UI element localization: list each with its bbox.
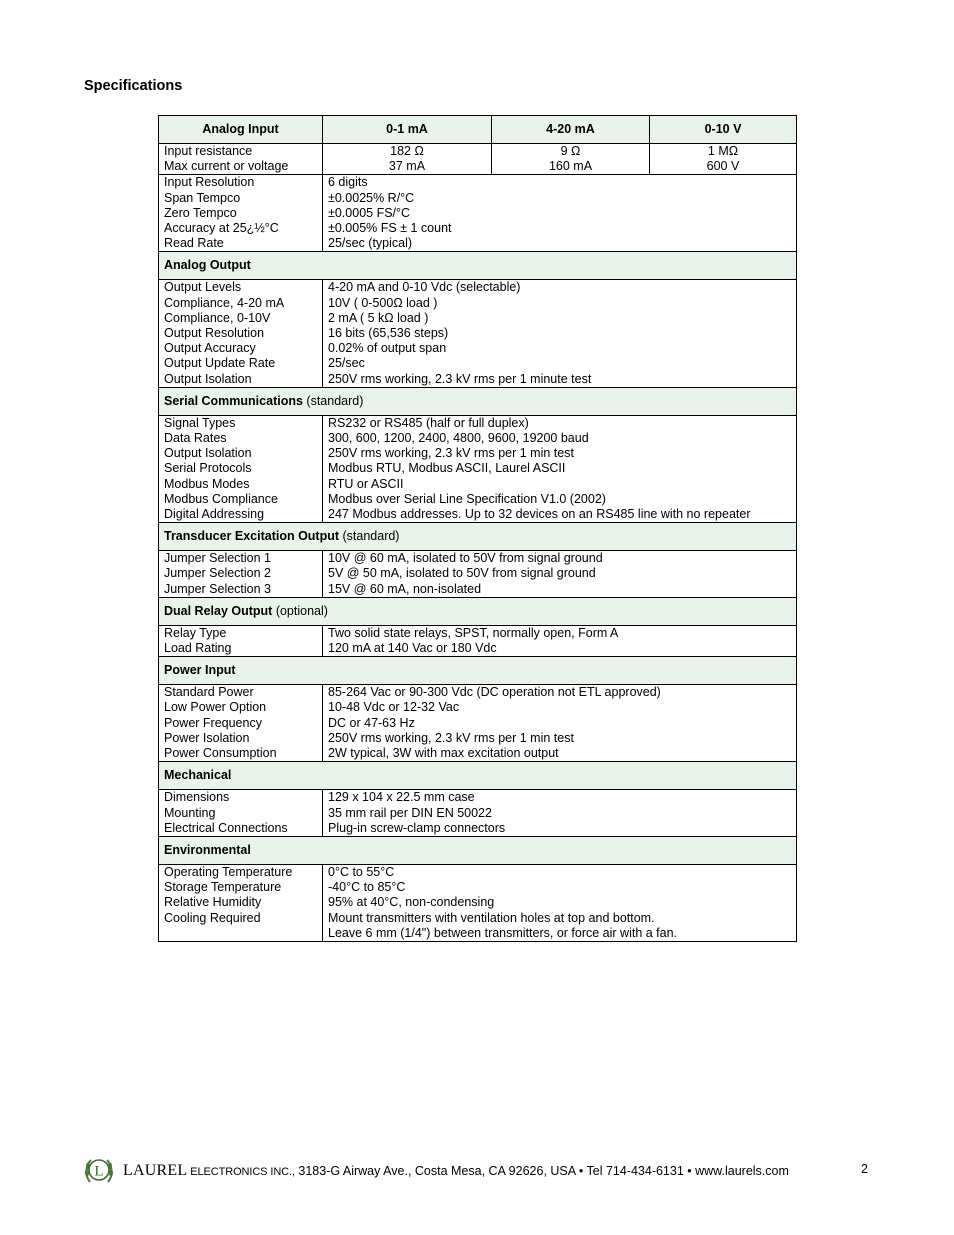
spec-value: 15V @ 60 mA, non-isolated	[328, 581, 482, 596]
section-body-dual-relay-output	[159, 625, 797, 656]
value-cell: 600 V	[706, 159, 740, 174]
section-title: Environmental	[164, 842, 251, 857]
spec-label: Output Accuracy	[164, 341, 256, 356]
spec-label: Power Consumption	[164, 746, 277, 761]
spec-value: 25/sec	[328, 356, 365, 371]
value-cell: 182 Ω	[390, 144, 424, 158]
spec-label: Electrical Connections	[164, 820, 288, 835]
spec-value: RS232 or RS485 (half or full duplex)	[328, 415, 529, 430]
spec-value: 95% at 40°C, non-condensing	[328, 895, 495, 910]
section-labels	[159, 790, 323, 837]
spec-label: Read Rate	[164, 236, 224, 251]
range-0-10-v-values	[650, 144, 797, 175]
label-input-resistance: Input resistance	[164, 144, 253, 158]
section-title: Transducer Excitation Output	[164, 529, 340, 544]
spec-label: Standard Power	[164, 685, 254, 700]
section-values	[323, 685, 797, 762]
spec-label: Modbus Compliance	[164, 491, 278, 506]
section-labels	[159, 625, 323, 656]
footer-contact	[123, 1162, 789, 1180]
spec-label: Relay Type	[164, 625, 227, 640]
section-title: Power Input	[164, 663, 236, 678]
spec-value: Plug-in screw-clamp connectors	[328, 820, 506, 835]
value-cell: 9 Ω	[560, 144, 581, 158]
spec-label: Low Power Option	[164, 700, 267, 715]
spec-label: Jumper Selection 3	[164, 581, 272, 596]
spec-value: 250V rms working, 2.3 kV rms per 1 min test	[328, 446, 574, 461]
section-title: Mechanical	[164, 768, 232, 783]
section-body-transducer-excitation-output	[159, 551, 797, 598]
spec-label: Dimensions	[164, 790, 230, 805]
spec-value: Leave 6 mm (1/4") between transmitters, or force air with a fan.	[328, 925, 678, 940]
section-title-cell	[159, 657, 797, 685]
spec-value: Two solid state relays, SPST, normally open, Form A	[328, 625, 619, 640]
section-header-environmental	[159, 836, 797, 864]
section-title: Serial Communications	[164, 393, 303, 408]
spec-value: 10-48 Vdc or 12-32 Vac	[328, 700, 460, 715]
spec-value: 6 digits	[328, 175, 368, 190]
page-title: Specifications	[84, 78, 183, 94]
spec-value: 10V @ 60 mA, isolated to 50V from signal ground	[328, 551, 603, 566]
spec-label: Relative Humidity	[164, 895, 262, 910]
spec-label: Modbus Modes	[164, 476, 250, 491]
section-title-cell	[159, 252, 797, 280]
value-cell: 37 mA	[388, 159, 426, 174]
spec-value: 10V ( 0-500Ω load )	[328, 295, 438, 310]
spec-value: Mount transmitters with ventilation holes at top and bottom.	[328, 910, 655, 925]
spec-label: Compliance, 4-20 mA	[164, 295, 285, 310]
spec-value: ±0.0025% R/°C	[328, 190, 415, 205]
spec-label: Output Resolution	[164, 326, 265, 341]
spec-value: 0°C to 55°C	[328, 864, 395, 879]
section-values	[323, 864, 797, 941]
section-title-cell	[159, 762, 797, 790]
range-0-1-ma-values	[323, 144, 492, 175]
spec-value: 2 mA ( 5 kΩ load )	[328, 310, 429, 325]
spec-value: 250V rms working, 2.3 kV rms per 1 min test	[328, 730, 574, 745]
section-header-transducer-excitation-output	[159, 523, 797, 551]
brand-suffix: ELECTRONICS INC.,	[187, 1166, 295, 1178]
section-labels	[159, 685, 323, 762]
spec-value: -40°C to 85°C	[328, 880, 406, 895]
spec-label: Signal Types	[164, 415, 236, 430]
section-header-analog-output	[159, 252, 797, 280]
input-range-labels	[159, 144, 323, 175]
spec-value: ±0.005% FS ± 1 count	[328, 221, 452, 236]
spec-label: Output Isolation	[164, 371, 252, 386]
spec-value: 0.02% of output span	[328, 341, 447, 356]
section-header-serial-communications	[159, 387, 797, 415]
spec-label: Jumper Selection 1	[164, 551, 272, 566]
section-labels	[159, 280, 323, 387]
value-cell: 1 MΩ	[707, 144, 739, 158]
spec-value: 16 bits (65,536 steps)	[328, 326, 449, 341]
spec-value: 4-20 mA and 0-10 Vdc (selectable)	[328, 280, 521, 295]
section-values	[323, 551, 797, 598]
input-range-row	[159, 144, 797, 175]
page-footer	[82, 1154, 872, 1188]
spec-label: Load Rating	[164, 641, 232, 656]
section-body-analog-output	[159, 280, 797, 387]
header-0-10-v: 0-10 V	[650, 116, 797, 144]
spec-value: 300, 600, 1200, 2400, 4800, 9600, 19200 baud	[328, 431, 589, 446]
brand-name: LAUREL	[123, 1162, 188, 1179]
input-specs-labels	[159, 175, 323, 252]
section-header-mechanical	[159, 762, 797, 790]
spec-value: 120 mA at 140 Vac or 180 Vdc	[328, 641, 497, 656]
section-title-cell	[159, 836, 797, 864]
section-values	[323, 280, 797, 387]
spec-label: Storage Temperature	[164, 880, 282, 895]
spec-value: DC or 47-63 Hz	[328, 715, 415, 730]
spec-label: Accuracy at 25¿½°C	[164, 221, 279, 236]
header-4-20-ma: 4-20 mA	[492, 116, 650, 144]
spec-value: 35 mm rail per DIN EN 50022	[328, 805, 492, 820]
section-header-dual-relay-output	[159, 597, 797, 625]
spec-label: Mounting	[164, 805, 216, 820]
spec-value: 250V rms working, 2.3 kV rms per 1 minute test	[328, 371, 592, 386]
section-labels	[159, 864, 323, 941]
section-note: (standard)	[339, 529, 400, 544]
specifications-table	[158, 115, 797, 942]
section-note: (standard)	[302, 393, 364, 408]
section-note: (optional)	[272, 603, 328, 618]
spec-value: 247 Modbus addresses. Up to 32 devices on an RS485 line with no repeater	[328, 507, 751, 522]
spec-label: Data Rates	[164, 431, 227, 446]
section-values	[323, 790, 797, 837]
section-body-serial-communications	[159, 415, 797, 522]
spec-value: 129 x 104 x 22.5 mm case	[328, 790, 475, 805]
footer-address: 3183-G Airway Ave., Costa Mesa, CA 92626, USA • Tel 714-434-6131 • www.laurels.com	[294, 1164, 789, 1178]
table-header-row	[159, 116, 797, 144]
section-title-cell	[159, 523, 797, 551]
spec-label: Input Resolution	[164, 175, 255, 190]
spec-label: Power Frequency	[164, 715, 262, 730]
laurel-logo-icon	[82, 1154, 116, 1188]
spec-value: 85-264 Vac or 90-300 Vdc (DC operation not ETL approved)	[328, 685, 661, 700]
section-values	[323, 415, 797, 522]
spec-label: Operating Temperature	[164, 864, 293, 879]
spec-label: Output Levels	[164, 280, 242, 295]
spec-value: RTU or ASCII	[328, 476, 404, 491]
spec-value: 2W typical, 3W with max excitation output	[328, 746, 559, 761]
section-title-cell	[159, 597, 797, 625]
value-cell: 160 mA	[548, 159, 593, 174]
spec-label: Output Update Rate	[164, 356, 276, 371]
spec-value: 25/sec (typical)	[328, 236, 413, 251]
section-title: Analog Output	[164, 258, 251, 273]
spec-value: Modbus over Serial Line Specification V1.0 (2002)	[328, 491, 606, 506]
spec-value: Modbus RTU, Modbus ASCII, Laurel ASCII	[328, 461, 566, 476]
section-title: Dual Relay Output	[164, 603, 273, 618]
section-body-power-input	[159, 685, 797, 762]
page-number: 2	[861, 1162, 868, 1176]
header-0-1-ma: 0-1 mA	[323, 116, 492, 144]
spec-label: Zero Tempco	[164, 205, 237, 220]
header-analog-input: Analog Input	[159, 116, 323, 144]
section-title-cell	[159, 387, 797, 415]
section-labels	[159, 415, 323, 522]
section-body-mechanical	[159, 790, 797, 837]
svg-text:L: L	[94, 1163, 104, 1180]
spec-label: Serial Protocols	[164, 461, 252, 476]
spec-value: 5V @ 50 mA, isolated to 50V from signal ground	[328, 566, 596, 581]
range-4-20-ma-values	[492, 144, 650, 175]
spec-label: Jumper Selection 2	[164, 566, 272, 581]
section-header-power-input	[159, 657, 797, 685]
section-labels	[159, 551, 323, 598]
spec-label: Power Isolation	[164, 730, 250, 745]
spec-label: Compliance, 0-10V	[164, 310, 271, 325]
spec-label: Digital Addressing	[164, 507, 265, 522]
section-body-environmental	[159, 864, 797, 941]
input-specs-values	[323, 175, 797, 252]
spec-value: ±0.0005 FS/°C	[328, 205, 411, 220]
label-max-current: Max current or voltage	[164, 159, 289, 174]
spec-label: Span Tempco	[164, 190, 241, 205]
input-specs-row	[159, 175, 797, 252]
spec-label: Cooling Required	[164, 910, 261, 925]
spec-label: Output Isolation	[164, 446, 252, 461]
section-values	[323, 625, 797, 656]
